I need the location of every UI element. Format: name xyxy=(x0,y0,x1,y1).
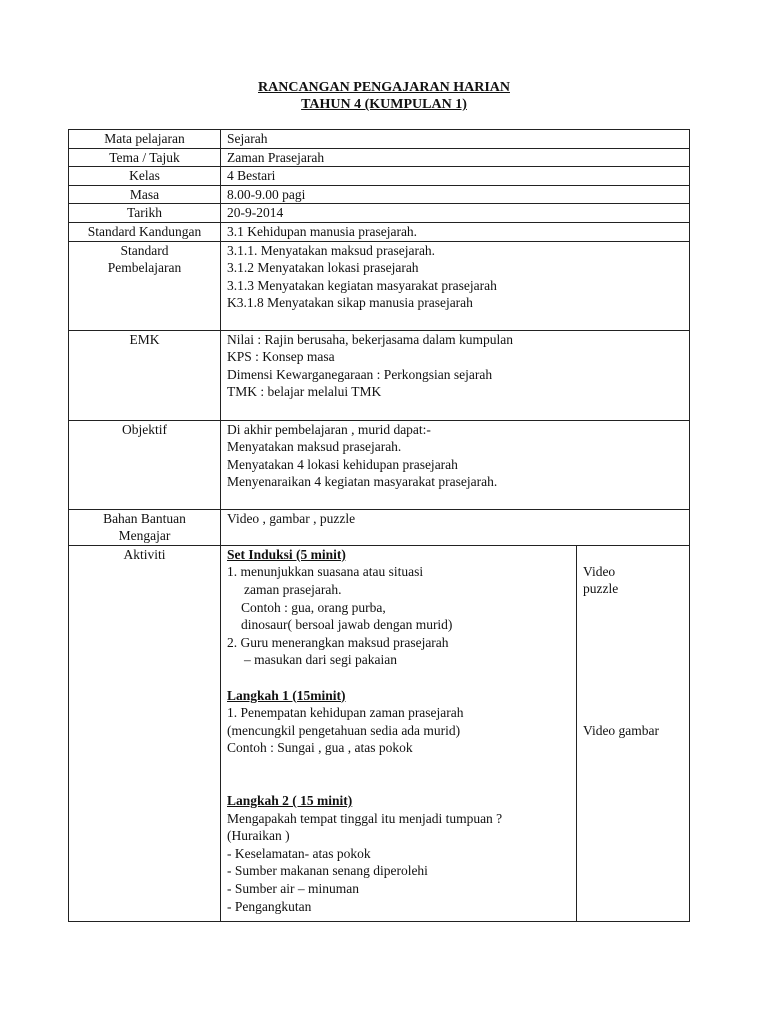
langkah2-line: - Pengangkutan xyxy=(227,898,312,914)
sp-line: 3.1.1. Menyatakan maksud prasejarah. xyxy=(227,242,436,258)
bbm-group-1 xyxy=(583,563,683,598)
label-standard-pembelajaran xyxy=(69,241,221,330)
set-induksi-line: 2. Guru menerangkan maksud prasejarah xyxy=(227,634,449,650)
row-tema xyxy=(69,148,690,167)
label-objektif: Objektif xyxy=(69,420,221,509)
row-masa xyxy=(69,185,690,204)
langkah1-heading: Langkah 1 (15minit) xyxy=(227,687,346,703)
sp-line: 3.1.2 Menyatakan lokasi prasejarah xyxy=(227,260,419,276)
bbm-item: Video xyxy=(583,563,616,579)
doc-title-line2: TAHUN 4 (KUMPULAN 1) xyxy=(301,97,467,112)
langkah2-line: Mengapakah tempat tinggal itu menjadi tumpuan ? xyxy=(227,810,503,826)
set-induksi-heading: Set Induksi (5 minit) xyxy=(227,546,346,562)
objektif-line: Menyatakan 4 lokasi kehidupan prasejarah xyxy=(227,456,458,472)
langkah2-line: - Sumber air – minuman xyxy=(227,881,359,897)
label-bahan-line1: Bahan Bantuan xyxy=(103,510,186,526)
row-standard-kandungan xyxy=(69,222,690,241)
sp-line: 3.1.3 Menyatakan kegiatan masyarakat prasejarah xyxy=(227,277,497,293)
doc-title-line1: RANCANGAN PENGAJARAN HARIAN xyxy=(258,80,510,95)
aktiviti-bbm-column xyxy=(577,545,690,921)
value-kelas: 4 Bestari xyxy=(221,167,690,186)
value-masa: 8.00-9.00 pagi xyxy=(221,185,690,204)
label-masa: Masa xyxy=(69,185,221,204)
sp-line: K3.1.8 Menyatakan sikap manusia prasejarah xyxy=(227,295,473,311)
label-standard-kandungan: Standard Kandungan xyxy=(69,222,221,241)
label-tarikh: Tarikh xyxy=(69,204,221,223)
set-induksi-line: Contoh : gua, orang purba, xyxy=(241,599,386,615)
label-standard-pembelajaran-line1: Standard xyxy=(120,242,169,258)
objektif-line: Menyatakan maksud prasejarah. xyxy=(227,439,402,455)
spacer xyxy=(227,757,570,775)
set-induksi-line: zaman prasejarah. xyxy=(244,581,342,597)
lesson-plan-table xyxy=(68,129,690,922)
row-tarikh xyxy=(69,204,690,223)
langkah1-line: Contoh : Sungai , gua , atas pokok xyxy=(227,740,413,756)
row-aktiviti xyxy=(69,545,690,921)
langkah1-line: 1. Penempatan kehidupan zaman prasejarah xyxy=(227,705,464,721)
value-standard-pembelajaran xyxy=(221,241,690,330)
emk-line: Nilai : Rajin berusaha, bekerjasama dalam kumpulan xyxy=(227,331,514,347)
emk-line: KPS : Konsep masa xyxy=(227,349,335,365)
label-tema: Tema / Tajuk xyxy=(69,148,221,167)
langkah2-line: (Huraikan ) xyxy=(227,828,290,844)
set-induksi-line: 1. menunjukkan suasana atau situasi xyxy=(227,564,424,580)
row-emk xyxy=(69,330,690,420)
label-standard-pembelajaran-line2: Pembelajaran xyxy=(107,260,182,276)
label-bahan xyxy=(69,509,221,545)
row-kelas xyxy=(69,167,690,186)
langkah2-heading: Langkah 2 ( 15 minit) xyxy=(227,793,353,809)
value-objektif xyxy=(221,420,690,509)
row-standard-pembelajaran xyxy=(69,241,690,330)
emk-line: TMK : belajar melalui TMK xyxy=(227,384,382,400)
value-aktiviti xyxy=(221,545,577,921)
bbm-group-2 xyxy=(583,722,683,740)
langkah2-line: - Keselamatan- atas pokok xyxy=(227,845,371,861)
row-objektif xyxy=(69,420,690,509)
objektif-line: Menyenaraikan 4 kegiatan masyarakat prasejarah. xyxy=(227,474,498,490)
value-tarikh: 20-9-2014 xyxy=(221,204,690,223)
value-bahan: Video , gambar , puzzle xyxy=(221,509,690,545)
label-mata-pelajaran: Mata pelajaran xyxy=(69,130,221,149)
value-standard-kandungan: 3.1 Kehidupan manusia prasejarah. xyxy=(221,222,690,241)
langkah1-line: (mencungkil pengetahuan sedia ada murid) xyxy=(227,722,461,738)
label-kelas: Kelas xyxy=(69,167,221,186)
row-bahan xyxy=(69,509,690,545)
label-aktiviti: Aktiviti xyxy=(69,545,221,921)
value-emk xyxy=(221,330,690,420)
value-tema: Zaman Prasejarah xyxy=(221,148,690,167)
spacer xyxy=(227,774,570,792)
emk-line: Dimensi Kewarganegaraan : Perkongsian sejarah xyxy=(227,366,493,382)
langkah2-line: - Sumber makanan senang diperolehi xyxy=(227,863,428,879)
label-bahan-line2: Mengajar xyxy=(118,528,171,544)
set-induksi-line: dinosaur( bersoal jawab dengan murid) xyxy=(241,617,453,633)
label-emk: EMK xyxy=(69,330,221,420)
objektif-line: Di akhir pembelajaran , murid dapat:- xyxy=(227,421,431,437)
set-induksi-line: – masukan dari segi pakaian xyxy=(244,652,397,668)
bbm-item: Video gambar xyxy=(583,722,660,738)
spacer xyxy=(227,669,570,687)
row-mata-pelajaran xyxy=(69,130,690,149)
bbm-item: puzzle xyxy=(583,581,619,597)
value-mata-pelajaran: Sejarah xyxy=(221,130,690,149)
